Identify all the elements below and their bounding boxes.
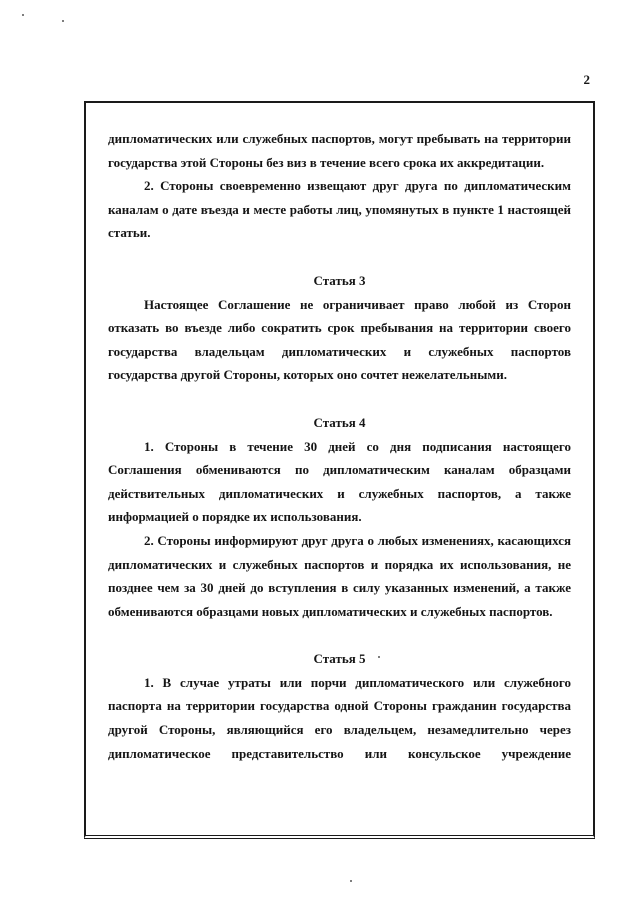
- article-3-heading: Статья 3: [313, 272, 366, 288]
- article-4-paragraph-2: 2. Стороны информируют друг друга о любых изменениях, касающихся дипломатических и служебных паспортов и порядка их использования, не позднее чем за 30 дней до вступления в силу указанных изменений, а также обмениваются образцами новых дипломатических и служебных паспортов.: [108, 532, 571, 619]
- page-number: 2: [583, 72, 590, 87]
- document-body: [108, 127, 571, 765]
- spacer: [108, 245, 571, 269]
- article-3-paragraph-1: Настоящее Соглашение не ограничивает право любой из Сторон отказать во въезде либо сократить срок пребывания на территории своего государства владельцам дипломатических и служебных паспортов государства другой Стороны, которых оно сочтет нежелательными.: [108, 296, 571, 383]
- article-4-heading: Статья 4: [313, 414, 366, 430]
- spacer: [108, 387, 571, 411]
- scan-speck: [22, 14, 24, 16]
- intro-paragraph: дипломатических или служебных паспортов, могут пребывать на территории государства этой Стороны без виз в течение всего срока их аккредитации.: [108, 131, 571, 170]
- scan-speck: [62, 20, 64, 22]
- intro-paragraph-2: 2. Стороны своевременно извещают друг друга по дипломатическим каналам о дате въезда и месте работы лиц, упомянутых в пункте 1 настоящей статьи.: [108, 178, 571, 241]
- document-frame: [84, 101, 595, 839]
- article-5-paragraph-1: 1. В случае утраты или порчи дипломатического или служебного паспорта на территории государства одной Стороны гражданин государства другой Стороны, являющийся его владельцем, незамедлительно через дипломатическое представительство или консульское учреждение: [108, 674, 571, 761]
- article-4-paragraph-1: 1. Стороны в течение 30 дней со дня подписания настоящего Соглашения обмениваются по дипломатическим каналам образцами действительных дипломатических и служебных паспортов, а также информацией о порядке их использования.: [108, 438, 571, 525]
- spacer: [108, 623, 571, 647]
- scan-speck: [350, 880, 352, 882]
- article-5-heading: Статья 5: [313, 651, 366, 667]
- scan-speck: [378, 656, 380, 658]
